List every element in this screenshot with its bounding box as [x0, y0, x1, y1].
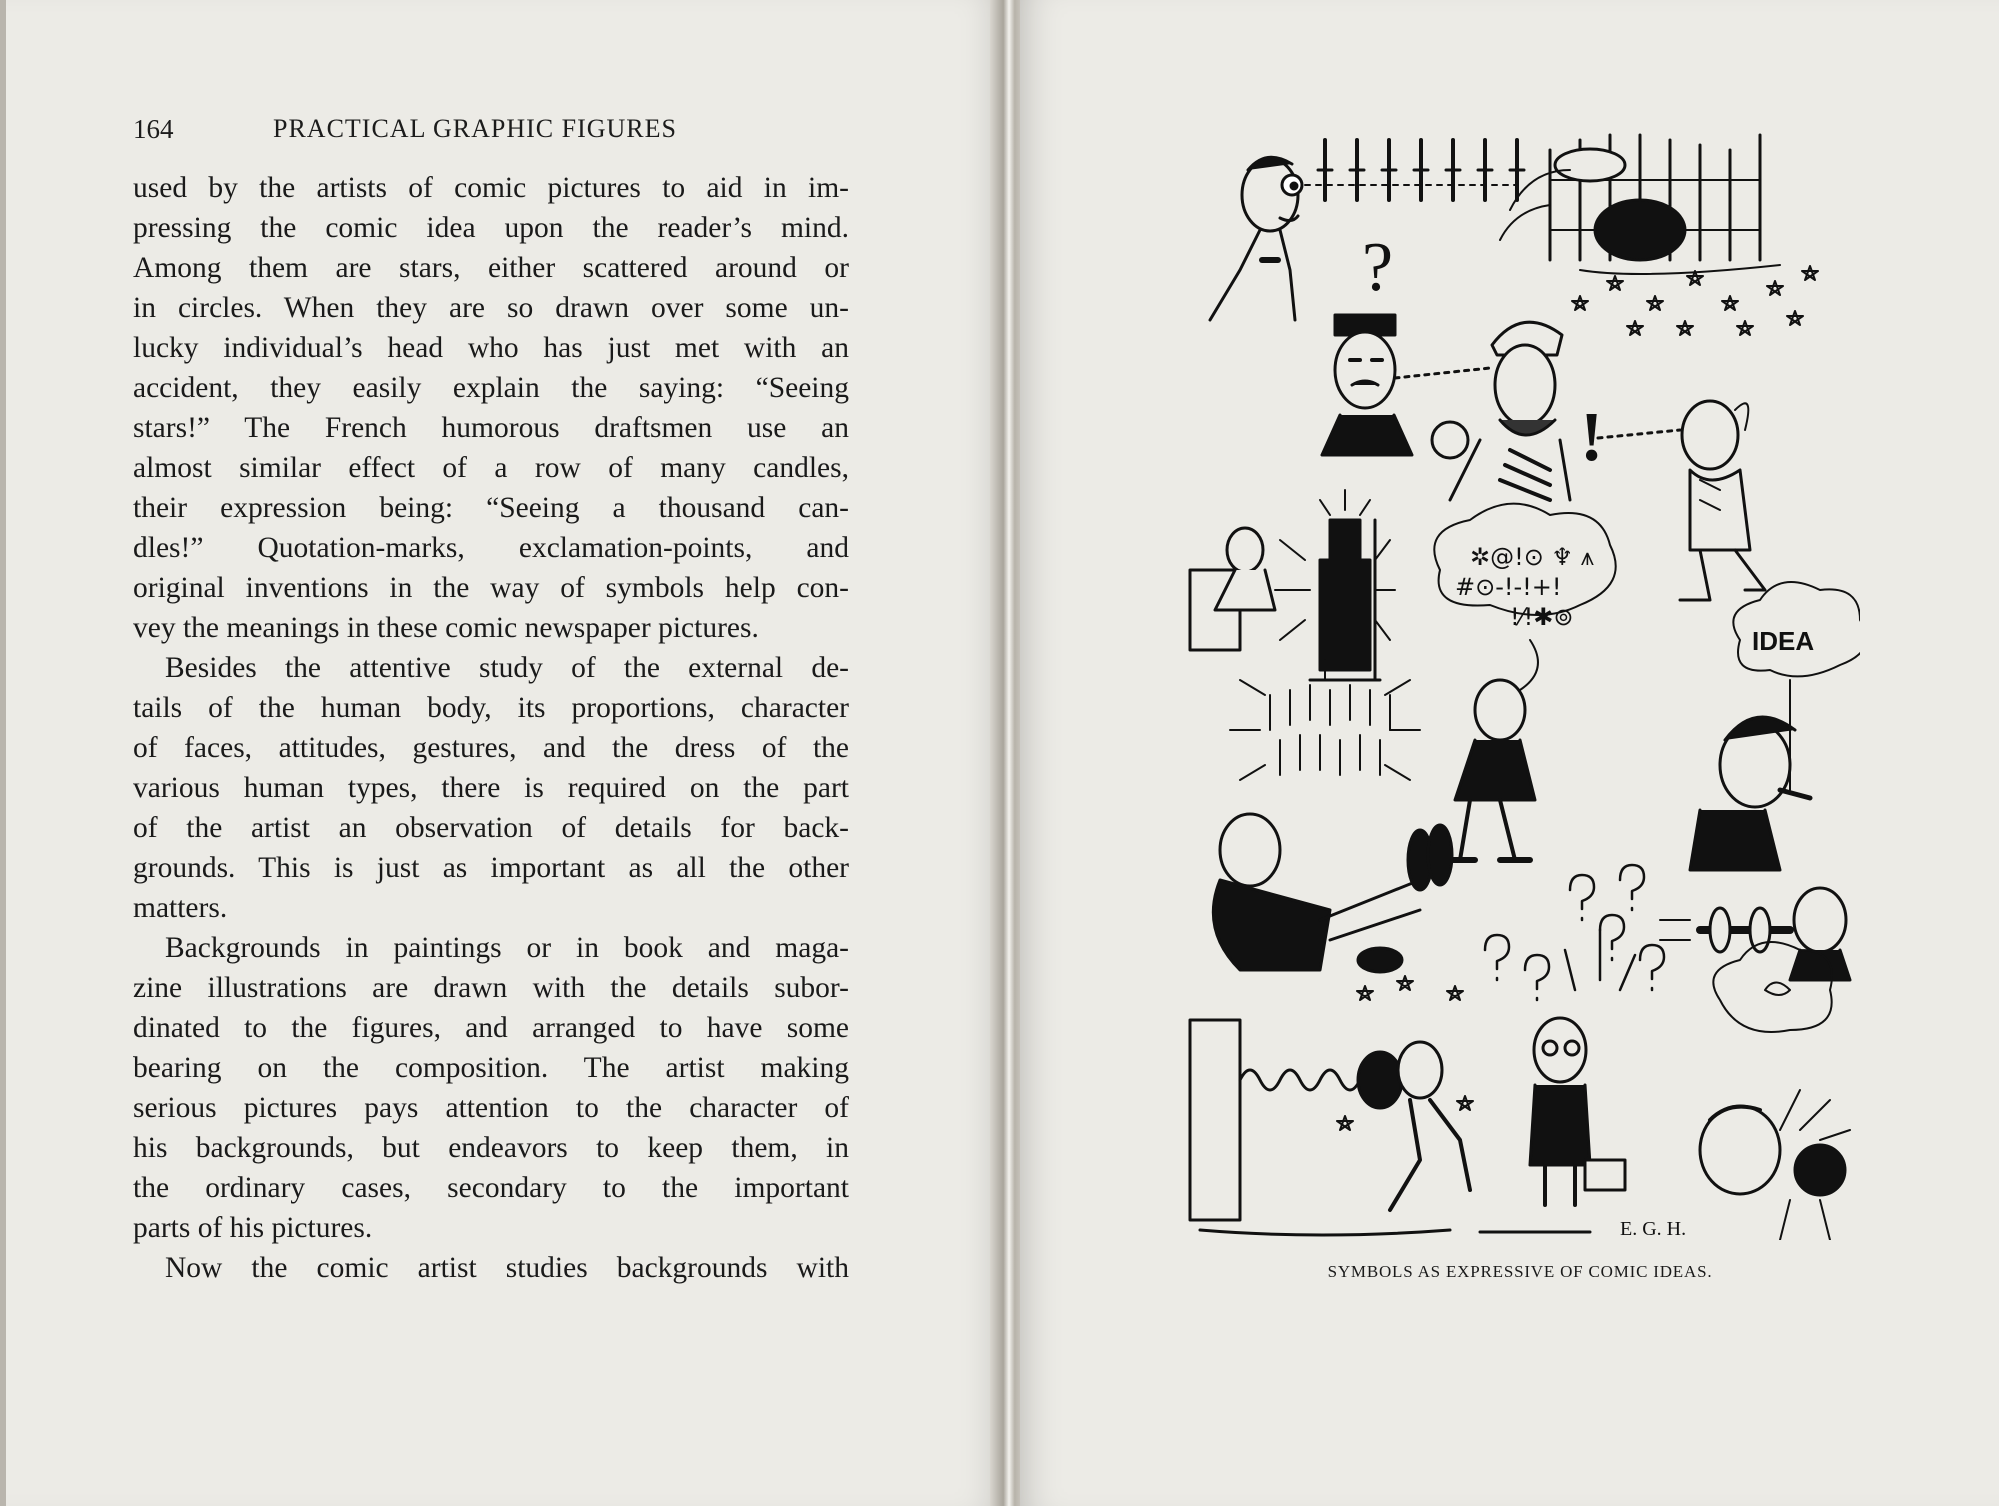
- text-line: zine illustrations are drawn with the details subor-: [133, 972, 849, 1004]
- question-mark: ?: [1362, 229, 1394, 306]
- text-line: his backgrounds, but endeavors to keep them, in: [133, 1132, 849, 1164]
- text-line: original inventions in the way of symbols help con-: [133, 572, 849, 604]
- stare-man: [1395, 322, 1570, 500]
- page-number: 164: [133, 114, 174, 144]
- text-line: of the artist an observation of details for back-: [133, 812, 849, 844]
- page-edge: [0, 0, 6, 1506]
- fallen-man: [1213, 814, 1452, 972]
- man-with-daggers: [1210, 157, 1302, 320]
- cigar-man: [1660, 888, 1850, 980]
- text-line: almost similar effect of a row of many candles,: [133, 452, 849, 484]
- text-line: dinated to the figures, and arranged to have some: [133, 1012, 849, 1044]
- running-head-title: PRACTICAL GRAPHIC FIGURES: [273, 114, 677, 143]
- stove-scene: [1190, 490, 1395, 680]
- text-line: tails of the human body, its proportions, character: [133, 692, 849, 724]
- candles-cluster: [1230, 660, 1420, 780]
- fence-fall-scene: [1500, 135, 1780, 274]
- text-line: dles!” Quotation-marks, exclamation-points, and: [133, 532, 849, 564]
- text-line: parts of his pictures.: [133, 1212, 373, 1244]
- text-line: used by the artists of comic pictures to aid in im-: [133, 172, 849, 204]
- artist-signature: E. G. H.: [1620, 1218, 1687, 1240]
- text-line: accident, they easily explain the saying: “Seeing: [133, 372, 849, 404]
- swear-symbols-line-1: ✲@!⊙ ♆ ⩚: [1470, 543, 1595, 571]
- ground-line: [1200, 1230, 1590, 1235]
- text-line: various human types, there is required on the part: [133, 772, 849, 804]
- text-line: their expression being: “Seeing a thousand can-: [133, 492, 849, 524]
- text-line: grounds. This is just as important as all the other: [133, 852, 849, 884]
- question-man: [1322, 229, 1412, 455]
- bird-thought-man: [1700, 942, 1850, 1240]
- swearing-man: [1434, 504, 1615, 860]
- exclamation-mark: !: [1580, 399, 1604, 476]
- text-line: Among them are stars, either scattered around or: [133, 252, 849, 284]
- text-line: matters.: [133, 892, 228, 924]
- swear-symbols-line-2: #⊙-!-!+!: [1455, 573, 1562, 601]
- stars-cluster: [1572, 266, 1818, 335]
- spring-punch-man: [1190, 976, 1473, 1220]
- text-line: the ordinary cases, secondary to the important: [133, 1172, 849, 1204]
- text-line: stars!” The French humorous draftsmen use an: [133, 412, 849, 444]
- text-line: lucky individual’s head who has just met with an: [133, 332, 849, 364]
- text-line: Besides the attentive study of the external de-: [165, 652, 849, 684]
- text-line: in circles. When they are so drawn over some un-: [133, 292, 849, 324]
- text-line: vey the meanings in these comic newspaper pictures.: [133, 612, 759, 644]
- swear-symbols-line-3: !⁄!✱⊚: [1510, 603, 1574, 631]
- body-text: [133, 168, 849, 1288]
- text-line: bearing on the composition. The artist making: [133, 1052, 849, 1084]
- comic-symbols-illustration: [1180, 120, 1860, 1240]
- question-marks-burst: [1485, 865, 1664, 1000]
- figure-caption: SYMBOLS AS EXPRESSIVE OF COMIC IDEAS.: [1327, 1262, 1713, 1281]
- text-line: serious pictures pays attention to the character of: [133, 1092, 849, 1124]
- exclamation-man: [1580, 399, 1765, 600]
- daggers-row: [1305, 140, 1524, 200]
- confused-man: [1530, 1018, 1625, 1205]
- idea-man: [1690, 582, 1860, 870]
- running-head: [133, 110, 853, 150]
- idea-text: IDEA: [1752, 626, 1815, 656]
- text-line: Backgrounds in paintings or in book and maga-: [165, 932, 849, 964]
- text-line: of faces, attitudes, gestures, and the dress of the: [133, 732, 849, 764]
- text-line: Now the comic artist studies backgrounds with: [165, 1252, 849, 1284]
- text-line: pressing the comic idea upon the reader’s mind.: [133, 212, 849, 244]
